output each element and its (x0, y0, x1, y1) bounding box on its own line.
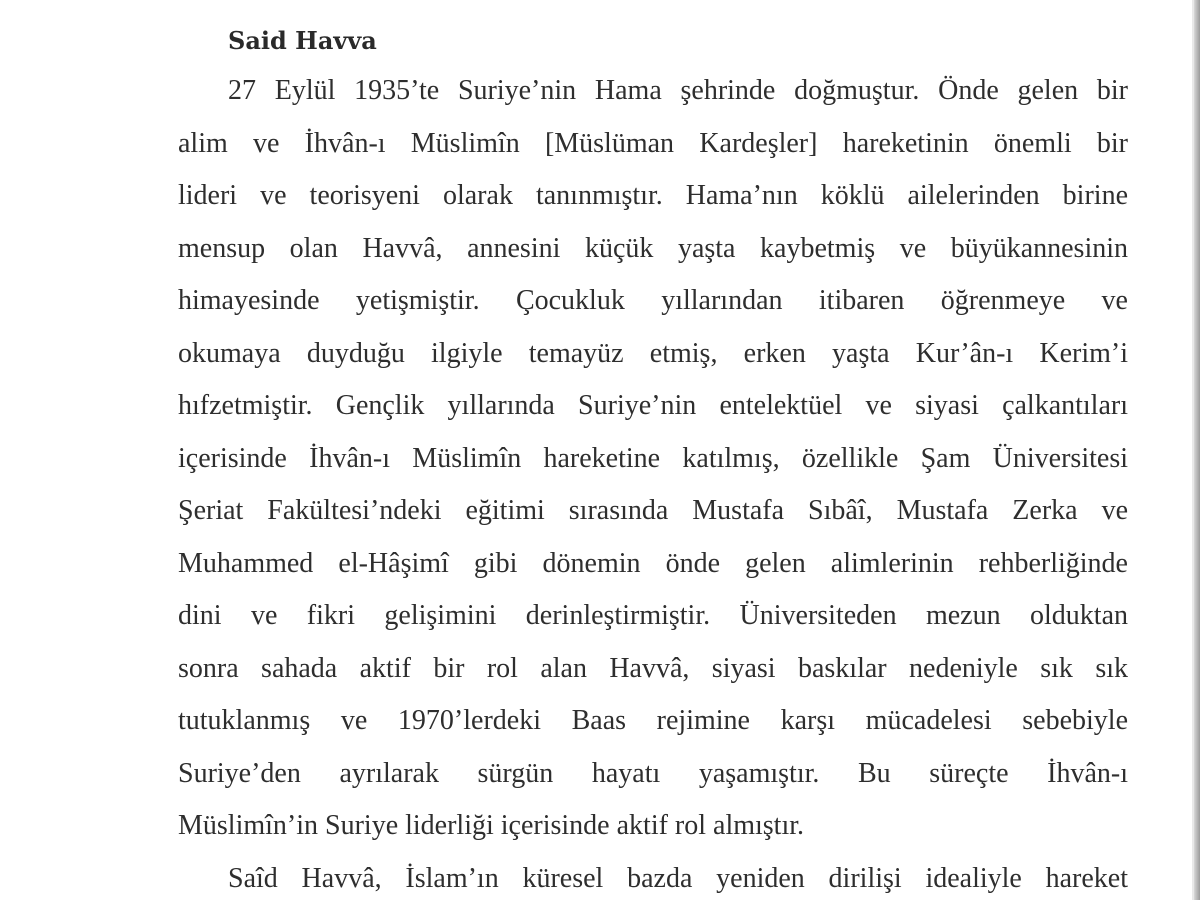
section-heading: Said Havva (228, 20, 1128, 65)
text-line: dini ve fikri gelişimini derinleştirmiştir. Üniversiteden mezun olduktan (178, 590, 1128, 643)
text-line: alim ve İhvân-ı Müslimîn [Müslüman Kardeşler] hareketinin önemli bir (178, 118, 1128, 171)
text-line: 27 Eylül 1935’te Suriye’nin Hama şehrinde doğmuştur. Önde gelen bir (228, 65, 1128, 118)
text-line: Saîd Havvâ, İslam’ın küresel bazda yeniden dirilişi idealiyle hareket (228, 853, 1128, 905)
text-line: Şeriat Fakültesi’ndeki eğitimi sırasında Mustafa Sıbâî, Mustafa Zerka ve (178, 485, 1128, 538)
text-line: okumaya duyduğu ilgiyle temayüz etmiş, erken yaşta Kur’ân-ı Kerim’i (178, 328, 1128, 381)
text-line: hıfzetmiştir. Gençlik yıllarında Suriye’nin entelektüel ve siyasi çalkantıları (178, 380, 1128, 433)
paragraph-1 (178, 65, 1128, 853)
paragraph-2 (178, 853, 1128, 905)
text-line: Suriye’den ayrılarak sürgün hayatı yaşamıştır. Bu süreçte İhvân-ı (178, 748, 1128, 801)
text-line: mensup olan Havvâ, annesini küçük yaşta kaybetmiş ve büyükannesinin (178, 223, 1128, 276)
text-line: içerisinde İhvân-ı Müslimîn hareketine katılmış, özellikle Şam Üniversitesi (178, 433, 1128, 486)
text-line: Müslimîn’in Suriye liderliği içerisinde aktif rol almıştır. (178, 800, 1128, 853)
document-page (178, 20, 1128, 905)
text-line: tutuklanmış ve 1970’lerdeki Baas rejimine karşı mücadelesi sebebiyle (178, 695, 1128, 748)
text-line: sonra sahada aktif bir rol alan Havvâ, siyasi baskılar nedeniyle sık sık (178, 643, 1128, 696)
page-edge-shadow (1194, 0, 1200, 900)
text-line: lideri ve teorisyeni olarak tanınmıştır. Hama’nın köklü ailelerinden birine (178, 170, 1128, 223)
text-line: himayesinde yetişmiştir. Çocukluk yıllarından itibaren öğrenmeye ve (178, 275, 1128, 328)
text-line: Muhammed el-Hâşimî gibi dönemin önde gelen alimlerinin rehberliğinde (178, 538, 1128, 591)
